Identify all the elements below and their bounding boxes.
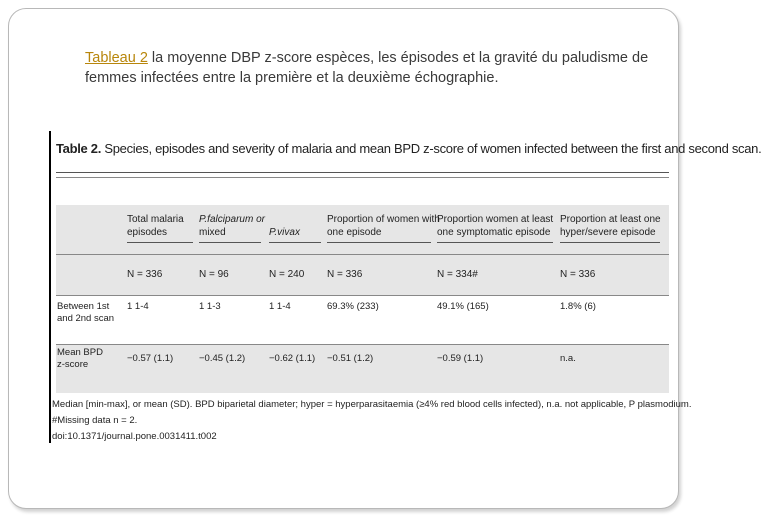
col-rule <box>269 242 321 243</box>
rule-5 <box>56 344 669 345</box>
n-value: N = 336 <box>127 269 163 280</box>
table-cell: 69.3% (233) <box>327 301 379 312</box>
slide <box>8 8 761 509</box>
rule-4 <box>56 295 669 296</box>
slide-caption <box>85 48 665 88</box>
table-cell: −0.45 (1.2) <box>199 353 246 364</box>
top-rule <box>56 172 669 173</box>
table-cell: 49.1% (165) <box>437 301 489 312</box>
caption-text: la moyenne DBP z-score espèces, les épisodes et la gravité du paludisme de femmes infectées entre la première et la deuxième échographie. <box>85 50 649 86</box>
n-value: N = 336 <box>327 269 363 280</box>
table-cell: 1 1-4 <box>269 301 291 312</box>
rule-3 <box>56 254 669 255</box>
col-header: Total malaria episodes <box>127 214 184 238</box>
table-cell: −0.62 (1.1) <box>269 353 316 364</box>
table-cell: 1.8% (6) <box>560 301 596 312</box>
row-label: Mean BPD z-score <box>57 347 103 370</box>
col-rule <box>327 242 431 243</box>
n-value: N = 336 <box>560 269 596 280</box>
col-rule <box>437 242 553 243</box>
n-value: N = 96 <box>199 269 229 280</box>
col-rule <box>560 242 660 243</box>
col-rule <box>199 242 261 243</box>
table-footnote: Median [min-max], or mean (SD). BPD biparietal diameter; hyper = hyperparasitaemia (≥4% red blood cells infected), n.a. not applicable, P plasmodium. <box>52 399 692 410</box>
top-rule-2 <box>56 177 669 178</box>
table-title-label: Table 2. <box>56 141 102 156</box>
table-cell: n.a. <box>560 353 576 364</box>
col-header: Proportion of women with one episode <box>327 214 440 238</box>
col-header: P.vivax <box>269 227 300 238</box>
col-rule <box>127 242 193 243</box>
table-cell: −0.57 (1.1) <box>127 353 174 364</box>
table-cell: −0.59 (1.1) <box>437 353 484 364</box>
n-value: N = 240 <box>269 269 305 280</box>
col-header: Proportion at least one hyper/severe episode <box>560 214 661 238</box>
col-header: Proportion women at least one symptomatic episode <box>437 214 554 238</box>
col-header: P.falciparum or mixed <box>199 214 265 238</box>
row-label: Between 1st and 2nd scan <box>57 301 115 324</box>
table-title-text: Species, episodes and severity of malaria and mean BPD z-score of women infected between the first and second scan. <box>101 141 761 156</box>
table-footnote: #Missing data n = 2. <box>52 415 138 426</box>
left-rule <box>49 131 51 443</box>
table-cell: 1 1-4 <box>127 301 149 312</box>
table-doi: doi:10.1371/journal.pone.0031411.t002 <box>52 431 217 442</box>
table-cell: −0.51 (1.2) <box>327 353 374 364</box>
table-title <box>56 141 761 156</box>
table-image <box>49 129 761 451</box>
table-cell: 1 1-3 <box>199 301 221 312</box>
n-value: N = 334# <box>437 269 478 280</box>
table-link[interactable]: Tableau 2 <box>85 50 148 66</box>
